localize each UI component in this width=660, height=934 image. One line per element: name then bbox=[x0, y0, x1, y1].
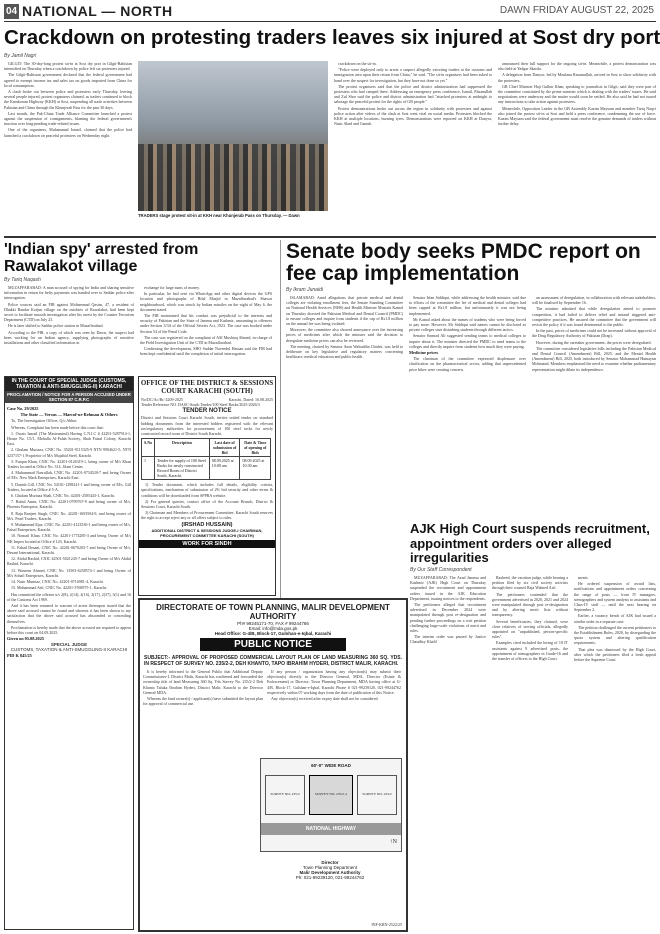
malir-contact: Ph# 99245171-70, FAX # 99244766 bbox=[237, 621, 309, 626]
tender-ref-left: No/DC/Ac/Br/ 4209-2025 bbox=[141, 397, 183, 402]
dateline: DAWN FRIDAY AUGUST 22, 2025 bbox=[499, 5, 654, 16]
byline-ajk: By Our Staff Correspondent bbox=[410, 567, 472, 573]
customs-court-ad: IN THE COURT OF SPECIAL JUDGE (CUSTOMS, TAXATION & ANTI-SMUGGLING-II) KARACHI PROCLAMATION / NOTICE FOR A PERSON ACCUSED UNDER SECTION 87 C.R.P.C Case No. 29/2025 The State — Versus — Marcof-ur-Rehman & Others To, The Investigation Officer, Q/o Abbas Whereas, Complaint has been made before this court that: 1. Owais Ismail (The Mastermind) Having C.N.I.C # 42201-5287914-1, House No. C5/1, Mohalla Al-Falah Society, Shah Faisal Colony, Karachi East. 2. Ghulam Murtaza, CNIC No. 35201-9115325-9 NTN 9904621-5, NTN 3237157-1 Proprietor of M/s Mujahid Steel, Karachi. 3. Furqan Khan, CNIC No. 42201-0126319-1, being owner of M/s Khan Traders located at Office No. 314, Jilani Center. 4. Muhammad Nasrullah, CNIC No. 42201-0734520-7 and being Owner of M/s. New Mark Enterprises, Karachi East. 5. Danish Gill, CNIC No. 54101-1298241-1 and being owner of M/s. Gill Traders, located at Office # 5-A. 6. Ghulam Murtaza Shah, CNIC No. 42401-2585443-1, Karachi. 7. Ruhul Amin, CNIC No. 42201-0799767-9 and being owner of M/s. Phoenix Enterprise, Karachi. 8. Raja Ranjeet Singh, CNIC No. 42201-1603504-9, and being owner of M/s. Pearl Traders, Karachi. 9. Muhammad Ejaz, CNIC No. 42201-4123530-1 and being owner of M/s. Faisal Enterprises, Karachi. 10. Nomail Khan, CNIC No. 42201-1774285-3 and being Owner of M/s NK Impex located at Office # 143, Karachi. 11. Fahad Desani, CNIC No. 42201-0670203-7 and being Owner of M/s. Desani International, Karachi. 12. Abdul Rashid, CNIC 42501-5021245-7 and being Owner of M/s Abdul Rashid, Karachi. 13. Waseem Ahmed, CNIC No. 13503-6258574-1 and being Owner of M/s Sohail Enterprises, Karachi. 14. Nasir Mumtaz, CNIC No. 42201-0716981-4, Karachi. 15. Muhammad Atif, CNIC No. 42201-3768975-1, Karachi. Has committed the offence u/s 2(8), 2(14), 2(16), 2(17), 2(37), 3(1) and 16 of the Customs Act 1969. And it has been returned to warrant of arrest thereupon issued that the above said accused cannot be found and whereas it has been shown to my satisfaction that the above said accused has absconded or concealing themselves. Proclamation is hereby made that the above accused are required to appear before this court on 04.09.2025. Given on 05.08.2025 SPECIAL JUDGE CUSTOMS, TAXATION & ANTI-SMUGGLING-II KARACHI PID K 845/25 bbox=[4, 376, 134, 930]
tender-intro: District and Sessions Court Karachi South, invites sealed tender on standard bidding documents from the interested bidders registered with the relevant tax/regulatory authorities for procurement of 100 steel racks for newly constructed record room of District South Karachi. bbox=[141, 415, 273, 437]
subhead-medicine-prices: Medicine prices bbox=[409, 350, 438, 356]
story3-col2: Senator Irfan Siddiqui, while addressing the health minister, said due to efforts of the committee the fee of medical and dental colleges had been capped at Rs1.8 million, but unfortunately it was not being implemented. Mr Kamal asked about the names of students who were being forced to pay more. However, Mr Siddiqui said names cannot be disclosed as private colleges start disturbing students through different tactics. Senator Sarmad Ali suggested sending teams to medical colleges to inquire about it. The minister directed the PMDC to send teams to the colleges and directly inquire from students how much they were paying. Medicine prices The chairman of the committee expressed displeasure over clarification on the pharmaceutical sector, adding that unprecedented price hikes were creating concern. bbox=[409, 295, 526, 372]
map-road-label: 60'-0" WIDE ROAD bbox=[311, 763, 351, 768]
malir-email: Email: info@mda.gos.pk bbox=[248, 626, 298, 631]
story2-col2: exchange for large sums of money. In particular, he had sent via WhatsApp and other digital devices the GPS location and photographs of Bilal Masjid in Muzaffarabad's Shawai neighbourhood, which was struck by Indian missiles on the night of May 6, the document stated. The FIR maintained that his conduct was prejudicial to the interests and security of Pakistan and the State of Jammu and Kashmir, amounting to offences under Section 3/3A of the Official Secrets Act, 1923. The case was booked under Section 54 of the Penal Code. The case was registered on the complaint of ASI Mushtaq Ahmed, in-charge of the Field Investigation Unit of the CTD in Muzaffarabad. Confirming the development, SHO Saddar Naveedul Hassan said the FIR had been kept confidential until the completion of initial interrogation. bbox=[140, 285, 272, 357]
story1-col2: crackdown on the sit-in. "Police were deployed only to arrest a suspect allegedly extorting traders at the customs and immigration area upon their return from China," he said. "The sit-in organisers had been asked to hand over the suspect for investigation, but they have not done so yet." The protest organisers said that the police and district administration had suppressed the protesters who had camped there. Addressing an emergency press conference, Ismail, Ehsanullah and Zul Shor said the police and district administration had "attacked protesters at midnight to sabotage the peaceful protest for the rights of GB people." Protest demonstrations broke out across the region in solidarity with protesters and against police action after videos of the clash at Sost went viral on social media. Protesters blocked the KKH at multiple locations, burning tyres. Demonstrations were reported on KKH at Danyor, Nasir Abad and Ganish. bbox=[334, 61, 492, 127]
section-title: NATIONAL — NORTH bbox=[22, 3, 173, 19]
plot-right: SURVEY NO. 234/2 bbox=[357, 775, 397, 815]
malir-ad: DIRECTORATE OF TOWN PLANNING, MALIR DEVELOPMENT AUTHORITY Ph# 99245171-70, FAX # 99244766 Email: info@mda.gos.pk Head Office: G-4/B, Block-17, Gulshan-e-Iqbal, Karachi PUBLIC NOTICE SUBJECT:- APPROVAL OF PROPOSED COMMERCIAL LAYOUT PLAN OF LAND MEASURING 360 SQ. YDS. IN RESPECT OF SURVEY NO. 235/2-2, DEH KHANTO, TAPO IBRAHIM HYDERI, DISTRICT MALIR, KARACHI. It is hereby informed to the General Public that Additional Deputy Commissioner-I, District Malir, Karachi has confirmed and forwarded the ownership title of land Measuring 360 Sq. Yds Survey No. 235/2-2 Deh Khanto Taluka Ibrahim Hyderi, District Malir, Karachi to the Director General MDA. Whereas the land owner(s) / applicant(s) have submitted the layout plan for approval of commercial use. If any person / organization having any objection(s) may submit their objection(s) directly to the Director General, MDA, Director (Estate & Enforcement) or Director, Town Planning Department, MDA having office at G-4/B, Block-17, Gulshan-e-Iqbal, Karachi Phone # 021-99239120, 021-99244762 respectively within 07 working days from the date of publication of this Notice. Any objection(s) received after expiry date shall not be considered. 60'-0" WIDE ROAD SURVEY NO. 235/2 SURVEY NO. 235/2-2 SURVEY NO. 234/2 NATIONAL HIGHWAY ↑N Director Town Planning Department Malir Development Authority Ph: 021-99239120, 021-99244762 INF-KRN-2522/25 bbox=[138, 598, 408, 932]
headline-spy: 'Indian spy' arrested from Rawalakot village bbox=[4, 241, 199, 275]
malir-title: DIRECTORATE OF TOWN PLANNING, MALIR DEVELOPMENT AUTHORITY bbox=[156, 603, 390, 621]
tender-signer-title: ADDITIONAL DISTRICT & SESSIONS JUDGE-I CHAIRMAN, PROCUREMENT COMMITTEE KARACHI (SOUTH) bbox=[151, 527, 263, 538]
customs-given: Given on 05.08.2025 bbox=[7, 636, 45, 642]
malir-subject: SUBJECT:- APPROVAL OF PROPOSED COMMERCIAL LAYOUT PLAN OF LAND MEASURING 360 SQ. YDS. IN RESPECT OF SURVEY NO. 235/2-2, DEH KHANTO, TAPO IBRAHIM HYDERI, DISTRICT MALIR, KARACHI. bbox=[144, 655, 402, 667]
headline-ajk: AJK High Court suspends recruitment, appointment orders over alleged irregularities bbox=[410, 521, 650, 565]
byline-senate: By Ikram Junaidi bbox=[286, 287, 323, 293]
header-rule bbox=[4, 21, 656, 22]
protest-photo bbox=[138, 61, 328, 211]
malir-pid: INF-KRN-2522/25 bbox=[371, 921, 402, 927]
tender-ref-right: Karachi, Dated: 16.08.2025 bbox=[228, 397, 273, 402]
story2-col1: MUZAFFARABAD: A man accused of spying for India and sharing sensitive information in return for hefty payments was handed over to Saddar police after interrogation. Police sources said an FIR against Mohammad Qasim, 47, a resident of Dhakki Bandar Kotjun village on the outskirts of Rawalakot, had been kept secret to facilitate smooth investigation after his arrest by the Counter Terrorism Department (CTD) on July 23. He is later shifted to Saddar police station in Muzaffarabad. According to the FIR, a copy of which was seen by Dawn, the suspect had been working for an Indian agency, supplying photographs of sensitive installations and other classified information in bbox=[4, 285, 134, 346]
malir-address: Head Office: G-4/B, Block-17, Gulshan-e-Iqbal, Karachi bbox=[214, 631, 332, 636]
plot-subject: SURVEY NO. 235/2-2 bbox=[309, 775, 353, 815]
customs-sign-sub: CUSTOMS, TAXATION & ANTI-SMUGGLING-II KARACHI bbox=[10, 647, 128, 653]
table-row: 1 Tender for supply of 100 Steel Racks for newly constructed Record Room of District South, Karachi. 08.09.2025 at 10:00 am 08.09.2025 at 10:30 am bbox=[142, 457, 271, 480]
story1-col3: announced their full support for the ongoing sit-in. Meanwhile, a protest demonstration was also held at Yadgar Skardu. A delegation from Danyor, led by Moulana Rasamullah, arrived in Sost to show solidarity with the protesters. GB Chief Minister Haji Gulbar Khan, speaking to journalists in Gilgit, said they were part of the committee constituted by the prime minister which is dealing with the traders' issues. He said negotiations were underway and the matter would soon be settled. He also said he had not issued any instructions to take action against protesters. Meanwhile, Opposition Leader in the GB Assembly Kazim Maysam and member Tariq Naqvi also joined the protest sit-in at Sost and held a press conference, condemning the use of force. Kazim Maysam said the federal government must resolve the genuine demands of traders without further delay. bbox=[498, 61, 656, 127]
customs-pid: PID K 845/25 bbox=[7, 653, 32, 659]
site-plan-map bbox=[260, 758, 402, 852]
byline-crackdown: By Jamil Nagri bbox=[4, 53, 37, 59]
headline-senate: Senate body seeks PMDC report on fee cap implementation bbox=[286, 240, 641, 285]
customs-case: Case No. 29/2025 bbox=[7, 406, 39, 411]
photo-caption: TRADERS stage protest sit-in at KKH near Khunjerab Pass on Thursday. — Dawn bbox=[138, 213, 300, 218]
customs-parties: The State — Versus — Marcof-ur-Rehman & Others bbox=[20, 412, 118, 418]
byline-spy: By Tariq Naqash bbox=[4, 277, 41, 283]
tender-reference: Tender Reference NO. DASC-South Tender/100 Steel Racks/2025-2026/3 bbox=[141, 402, 260, 408]
malir-signer: Director bbox=[321, 860, 339, 865]
headline-crackdown: Crackdown on protesting traders leaves six injured at Sost dry port bbox=[4, 26, 660, 49]
tender-signer: (IRSHAD HUSSAIN) bbox=[181, 521, 233, 528]
story3-col3: an assessment of deregulation, in collaboration with relevant stakeholders, will be finalised by September 16. The minister admitted that while deregulation aimed to promote competition, it had failed to deliver relief and instead triggered anti-competitive practices. He assured the committee that the government will revisit the policy if it was found detrimental to the public. In the past, prices of medicines could not be increased without approval of the Drug Regulatory Authority of Pakistan (Drap). However, during the caretaker government, the prices were deregulated. The committee considered legislative bills including the Pakistan Medical and Dental Council (Amendment) Bill, 2025, and the Mental Health (Amendment) Bill, 2025, both introduced by Senator Mohammad Humayun Mohmand. Members emphasised the need to examine whether parliamentary representation might dilute its independence. bbox=[532, 295, 656, 372]
tender-notice: TENDER NOTICE bbox=[182, 408, 232, 415]
story3-col1: ISLAMABAD: Amid allegations that private medical and dental colleges are violating enrollment fees, the Senate Standing Committee on National Health Services (NHS) and Health Minister Mustafa Kamal on Thursday directed the Pakistan Medical and Dental Council (PMDC) to ensure colleges and inquire from students if the cap of Rs1.8 million on the annual fee was being violated. Moreover, the committee also showed annoyance over the increasing prices of medicines after which the minister said the decision to deregulate medicine prices can also be reviewed. The meeting, chaired by Senator Amir Waliuddin Chishti, was held to deliberate on key legislative and regulatory matters concerning healthcare, medical education and public health. bbox=[286, 295, 403, 360]
malir-phone: Ph: 021-99239120, 021-99244762 bbox=[295, 875, 365, 880]
highway-label: NATIONAL HIGHWAY bbox=[261, 823, 401, 835]
north-arrow-icon: ↑N bbox=[389, 839, 397, 845]
story1-col1: GILGIT: The 30-day-long protest sit-in at Sost dry port in Gilgit-Baltistan intensified on Thursday when a crackdown by police left six protesters injured. The Gilgit-Baltistan government declared that the federal government had agreed to exempt income tax and sales tax on goods imported from China for local consumption. A clash broke out between police and protesters early Thursday, leaving several people injured, protest organisers claimed, as traders continued to block the Karakoram Highway (KKH) at Sost, suspending all trade activities between Pakistan and China through the Khunjerab Pass for the past 30 days. Last month, the Pak-China Trade Alliance Committee launched a protest against the suspension of consignments, blaming the federal government's inaction over long-pending trade-related issues. One of the organisers, Muhammad Ismail, claimed that the police had launched a crackdown on peaceful protesters on Wednesday night. bbox=[4, 61, 132, 138]
malir-public-notice: PUBLIC NOTICE bbox=[200, 638, 346, 651]
customs-sign-title: SPECIAL JUDGE bbox=[50, 642, 88, 648]
story1-bottom-rule bbox=[4, 236, 656, 238]
customs-ad-title: IN THE COURT OF SPECIAL JUDGE (CUSTOMS, TAXATION & ANTI-SMUGGLING-II) KARACHI bbox=[5, 377, 133, 391]
work-for-sindh-banner: WORK FOR SINDH bbox=[139, 540, 275, 548]
malir-signer-org: Malir Development Authority bbox=[299, 870, 361, 875]
malir-signer-title: Town Planning Department bbox=[302, 865, 358, 870]
tender-table: S.No Description Last date of submission of Bid Date & Time of opening of Bids 1 Tender for supply of 100 Steel Racks for newly constructed Record Room of District South, Karachi. 08.09.2025 at 10:00 am 08.09.2025 at 10:30 am bbox=[141, 438, 271, 480]
tender-title: OFFICE OF THE DISTRICT & SESSIONS COURT KARACHI (SOUTH) bbox=[140, 379, 274, 395]
story4-col3: ments. He ordered suspension of award lists, notifications and appointment orders concerning the range of posts — from IT managers, stenographers and system analysts to assistants and Class-IV staff — until the next hearing on September 2. Earlier, a vacancy bench of AJK had issued a similar order in a separate case. The petition challenged the current petitioners to the Establishment Rules, 2020, by disregarding the quota system and altering qualification requirements. That plea was dismissed by the High Court, after which the petitioners filed a fresh appeal before the Supreme Court. bbox=[574, 575, 656, 663]
customs-ad-subtitle: PROCLAMATION / NOTICE FOR A PERSON ACCUSED UNDER SECTION 87 C.R.P.C bbox=[5, 391, 133, 403]
story4-col1: MUZAFFARABAD: The Azad Jammu and Kashmir (AJK) High Court on Thursday suspended the recruitment and appointment orders issued in the AJK Education Department, issuing notices to the respondents. The petitioners alleged that recruitment advertised in December 2024 were manipulated through post re-designation and pending further proceedings on a writ petition challenging large-scale violations of merit and rules. The interim order was passed by Justice Chaudhry Khalil bbox=[410, 575, 486, 645]
plot-left: SURVEY NO. 235/2 bbox=[265, 775, 305, 815]
story4-col2: Rasheed, the vacation judge, while hearing a petition filed by six civil society activists through their counsel Raja Waheed Arif. The petitioners contended that the government advertised in 2020, 2021 and 2024 were manipulated through post re-designation and by altering merit lists without transparency. Several beneficiaries, they claimed, were close relatives of serving officials, allegedly appointed on "unpublished, person-specific rules". Examples cited included the hiring of 18 IT assistants against 9 advertised posts, the appointment of stenographers in Grade-16 and the transfer of officers to the High Court. bbox=[492, 575, 568, 662]
tender-ad: OFFICE OF THE DISTRICT & SESSIONS COURT KARACHI (SOUTH) No/DC/Ac/Br/ 4209-2025 Karachi, Dated: 16.08.2025 Tender Reference NO. DASC-South Tender/100 Steel Racks/2025-2026/3 TENDER NOTICE District and Sessions Court Karachi South, invites sealed tender on standard bidding documents from the interested bidders registered with the relevant tax/regulatory authorities for procurement of 100 steel racks for newly constructed record room of District South Karachi. S.No Description Last date of submission of Bid Date & Time of opening of Bids 1 Tender for supply of 100 Steel Racks for newly constructed Record Room of District South, Karachi. 08.09.2025 at 10:00 am 08.09.2025 at 10:30 am 1) Tender document, which includes full details, eligibility criteria, specifications, mechanism of submission of 2% bid security and other terms & conditions will be downloaded from SPPRA website. 2) For general queries, contact office of the Account Branch, District & Sessions Court, Karachi South. 3) Chairman and Members of Procurement Committee, Karachi South reserves the right to accept reject any or all offers subject to rules. (IRSHAD HUSSAIN) ADDITIONAL DISTRICT & SESSIONS JUDGE-I CHAIRMAN, PROCUREMENT COMMITTEE KARACHI (SOUTH) WORK FOR SINDH bbox=[138, 376, 276, 596]
page-number: 04 bbox=[5, 6, 18, 17]
